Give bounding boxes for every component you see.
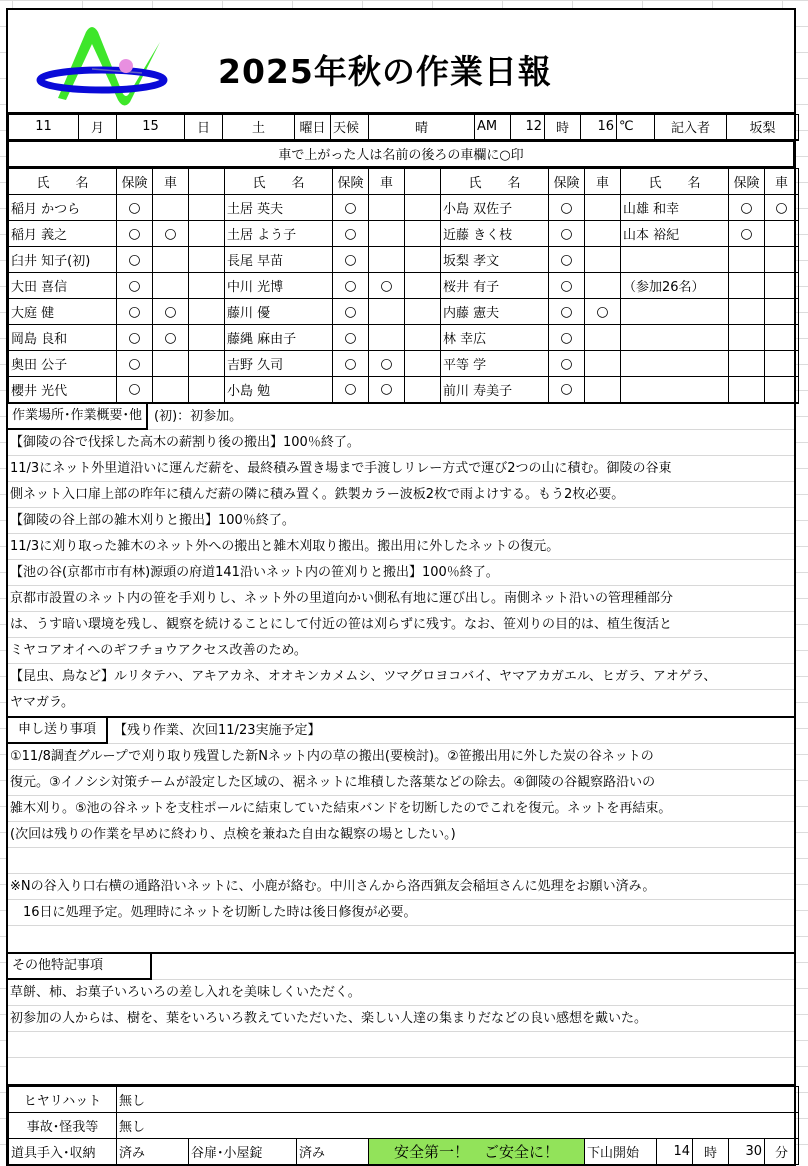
participant-name[interactable]: 前川 寿美子	[441, 377, 549, 403]
work-text-line: は、うす暗い環境を残し、観察を続けることにして付近の笹は刈らずに残す。なお、笹刈りの目的は、植生復活と	[8, 612, 794, 638]
near-miss-label: ヒヤリハット	[9, 1086, 117, 1112]
work-text-line: 【池の谷(京都市市有林)源頭の府道141沿いネット内の笹刈りと搬出】100％終了。	[8, 560, 794, 586]
hour-label: 時	[545, 115, 581, 140]
participant-name[interactable]: 土居 英夫	[225, 195, 333, 221]
insurance-mark[interactable]: ○	[549, 299, 585, 325]
roster-row	[9, 273, 799, 299]
insurance-mark[interactable]: ○	[117, 273, 153, 299]
recorder-value[interactable]: 坂梨	[727, 115, 799, 140]
day-value[interactable]: 15	[117, 115, 185, 140]
insurance-mark[interactable]: ○	[549, 351, 585, 377]
insurance-mark[interactable]: ○	[333, 377, 369, 403]
roster-row	[9, 351, 799, 377]
insurance-mark[interactable]: ○	[117, 195, 153, 221]
insurance-mark[interactable]: ○	[549, 273, 585, 299]
work-text-line: 【昆虫、鳥など】ルリタテハ、アキアカネ、オオキンカメムシ、ツマグロヨコバイ、ヤマアカガエル、ヒガラ、アオゲラ、	[8, 664, 794, 690]
participant-name[interactable]: 長尾 早苗	[225, 247, 333, 273]
insurance-mark[interactable]: ○	[549, 325, 585, 351]
weather-label: 天候	[331, 115, 369, 140]
car-mark[interactable]	[585, 247, 621, 273]
roster-row	[9, 247, 799, 273]
work-text-line: 【御陵の谷上部の雑木刈りと搬出】100％終了。	[8, 508, 794, 534]
logo-green-mark	[58, 27, 160, 106]
participant-name[interactable]: 大庭 健	[9, 299, 117, 325]
car-mark[interactable]	[765, 273, 799, 299]
car-notice-row	[8, 141, 794, 169]
participant-name[interactable]: 平等 学	[441, 351, 549, 377]
ampm-value[interactable]: AM	[475, 115, 511, 140]
handover-text-line	[8, 848, 794, 874]
participant-name[interactable]	[621, 299, 729, 325]
participant-name[interactable]: 櫻井 光代	[9, 377, 117, 403]
work-summary-label: 作業場所･作業概要･他	[8, 404, 148, 430]
safety-banner: 安全第一！ ご安全に！	[369, 1138, 585, 1164]
spacer-cell	[189, 247, 225, 273]
car-mark[interactable]: ○	[585, 299, 621, 325]
roster-row	[9, 299, 799, 325]
roster-row	[9, 221, 799, 247]
spacer-cell	[405, 351, 441, 377]
insurance-mark[interactable]: ○	[117, 221, 153, 247]
work-text-line: 京都市設置のネット内の笹を手刈りし、ネット外の里道向かい側私有地に運び出し。南側ネット沿いの管理種部分	[8, 586, 794, 612]
car-mark[interactable]	[153, 377, 189, 403]
insurance-mark[interactable]: ○	[333, 325, 369, 351]
car-mark[interactable]	[369, 221, 405, 247]
insurance-mark[interactable]: ○	[333, 195, 369, 221]
participant-name[interactable]: 藤縄 麻由子	[225, 325, 333, 351]
handover-text-line: ①11/8調査グループで刈り取り残置した新Nネット内の草の搬出(要検討)。②笹搬出用に外した炭の谷ネットの	[8, 744, 794, 770]
handover-text-line: 雑木刈り。⑤池の谷ネットを支柱ポールに結束していた結束バンドを切断したのでこれを復元。ネットを再結束。	[8, 796, 794, 822]
spacer-cell	[189, 299, 225, 325]
car-mark[interactable]	[585, 195, 621, 221]
page-title: 2025年秋の作業日報	[218, 52, 552, 91]
car-mark[interactable]: ○	[369, 377, 405, 403]
participant-name[interactable]	[621, 247, 729, 273]
name-header: 氏 名	[9, 169, 117, 195]
month-value[interactable]: 11	[9, 115, 79, 140]
participant-name[interactable]: 臼井 知子(初)	[9, 247, 117, 273]
car-mark[interactable]: ○	[153, 221, 189, 247]
participant-name[interactable]: （参加26名）	[621, 273, 729, 299]
participant-name[interactable]: 小島 勉	[225, 377, 333, 403]
car-mark[interactable]: ○	[153, 299, 189, 325]
descent-label: 下山開始	[585, 1138, 657, 1164]
temperature-unit: ℃	[617, 115, 655, 140]
car-mark[interactable]	[765, 377, 799, 403]
car-mark[interactable]	[765, 351, 799, 377]
near-miss-value[interactable]: 無し	[117, 1086, 799, 1112]
handover-text-line: (次回は残りの作業を早めに終わり、点検を兼ねた自由な観察の場としたい。)	[8, 822, 794, 848]
day-label: 日	[185, 115, 223, 140]
other-text-line: 初参加の人からは、樹を、葉をいろいろ教えていただいた、楽しい人達の集まりだなどの良い感想を戴いた。	[8, 1006, 794, 1032]
car-mark[interactable]	[369, 325, 405, 351]
car-mark[interactable]	[765, 247, 799, 273]
date-weather-row	[8, 114, 799, 141]
participant-name[interactable]: 稲月 かつら	[9, 195, 117, 221]
safety-footer	[8, 1086, 799, 1165]
descent-minute[interactable]: 30	[729, 1138, 765, 1164]
insurance-mark[interactable]: ○	[549, 221, 585, 247]
logo-ring	[40, 70, 164, 90]
spacer-cell	[405, 221, 441, 247]
spacer-cell	[405, 273, 441, 299]
participant-name[interactable]: 山本 裕紀	[621, 221, 729, 247]
handover-section	[8, 718, 794, 954]
spacer-cell	[405, 325, 441, 351]
participant-name[interactable]: 大田 喜信	[9, 273, 117, 299]
work-summary-section	[8, 404, 794, 718]
handover-label: 申し送り事項	[8, 718, 108, 744]
car-mark[interactable]	[585, 273, 621, 299]
gate-lock-value[interactable]: 済み	[297, 1138, 369, 1164]
car-mark[interactable]: ○	[765, 195, 799, 221]
participant-roster	[8, 168, 799, 404]
insurance-mark[interactable]: ○	[333, 351, 369, 377]
participant-name[interactable]: 坂梨 孝文	[441, 247, 549, 273]
car-header: 車	[369, 169, 405, 195]
weekday-label: 曜日	[295, 115, 331, 140]
month-label: 月	[79, 115, 117, 140]
car-mark[interactable]	[765, 299, 799, 325]
spacer-cell	[189, 195, 225, 221]
roster-row	[9, 325, 799, 351]
car-mark[interactable]	[765, 221, 799, 247]
insurance-mark[interactable]	[729, 325, 765, 351]
other-notes-section	[8, 954, 794, 1086]
daily-report-sheet	[6, 8, 796, 1166]
insurance-mark[interactable]: ○	[333, 247, 369, 273]
participant-name[interactable]: 岡島 良和	[9, 325, 117, 351]
spacer-cell	[189, 273, 225, 299]
insurance-mark[interactable]	[729, 377, 765, 403]
insurance-mark[interactable]	[729, 273, 765, 299]
car-mark[interactable]	[369, 247, 405, 273]
spacer-cell	[405, 247, 441, 273]
handover-text-line: 16日に処理予定。処理時にネットを切断した時は後日修復が必要。	[8, 900, 794, 926]
insurance-mark[interactable]: ○	[117, 325, 153, 351]
work-text-line: 側ネット入口扉上部の昨年に積んだ薪の隣に積み置く。鉄製カラー波板2枚で雨よけする。もう2枚必要。	[8, 482, 794, 508]
gate-lock-label: 谷扉･小屋錠	[189, 1138, 297, 1164]
handover-text-line: ※Nの谷入り口右横の通路沿いネットに、小鹿が絡む。中川さんから洛西猟友会稲垣さんに処理をお願い済み。	[8, 874, 794, 900]
insurance-mark[interactable]: ○	[549, 195, 585, 221]
insurance-mark[interactable]: ○	[117, 377, 153, 403]
insurance-mark[interactable]: ○	[117, 299, 153, 325]
car-mark[interactable]	[369, 195, 405, 221]
work-text-line: 11/3にネット外里道沿いに運んだ薪を、最終積み置き場まで手渡しリレー方式で運び2つの山に積む。御陵の谷東	[8, 456, 794, 482]
weather-value[interactable]: 晴	[369, 115, 475, 140]
car-notice: 車で上がった人は名前の後ろの車欄に○印	[9, 141, 794, 167]
recorder-label: 記入者	[655, 115, 727, 140]
spacer-cell	[405, 169, 441, 195]
car-mark[interactable]	[765, 325, 799, 351]
participant-name[interactable]: 山雄 和幸	[621, 195, 729, 221]
spacer-cell	[189, 325, 225, 351]
handover-text-line	[8, 926, 794, 952]
insurance-header: 保険	[333, 169, 369, 195]
roster-row	[9, 195, 799, 221]
participant-name[interactable]: 小島 双佐子	[441, 195, 549, 221]
participant-name[interactable]	[621, 351, 729, 377]
car-mark[interactable]	[153, 273, 189, 299]
insurance-mark[interactable]: ○	[117, 247, 153, 273]
spacer-cell	[405, 377, 441, 403]
car-mark[interactable]	[585, 351, 621, 377]
participant-name[interactable]: 近藤 きく枝	[441, 221, 549, 247]
insurance-mark[interactable]: ○	[333, 299, 369, 325]
insurance-mark[interactable]: ○	[333, 273, 369, 299]
insurance-mark[interactable]: ○	[729, 195, 765, 221]
descent-minute-label: 分	[765, 1138, 799, 1164]
work-text-line: 11/3に刈り取った雑木のネット外への搬出と雑木刈取り搬出。搬出用に外したネットの復元。	[8, 534, 794, 560]
car-mark[interactable]: ○	[153, 325, 189, 351]
spacer-cell	[189, 221, 225, 247]
car-mark[interactable]	[153, 195, 189, 221]
name-header: 氏 名	[621, 169, 729, 195]
report-header	[8, 10, 794, 114]
insurance-header: 保険	[549, 169, 585, 195]
insurance-mark[interactable]	[729, 351, 765, 377]
car-mark[interactable]: ○	[369, 351, 405, 377]
participant-name[interactable]: 吉野 久司	[225, 351, 333, 377]
other-text-line	[8, 1032, 794, 1058]
tools-label: 道具手入･収納	[9, 1138, 117, 1164]
participant-name[interactable]	[621, 377, 729, 403]
spacer-cell	[405, 195, 441, 221]
insurance-mark[interactable]	[729, 247, 765, 273]
work-text-line: 【御陵の谷で伐採した高木の薪割り後の搬出】100％終了。	[8, 430, 794, 456]
accident-label: 事故･怪我等	[9, 1112, 117, 1138]
car-mark[interactable]	[585, 221, 621, 247]
descent-hour-label: 時	[693, 1138, 729, 1164]
participant-name[interactable]	[621, 325, 729, 351]
other-notes-label: その他特記事項	[8, 954, 152, 980]
insurance-mark[interactable]	[729, 299, 765, 325]
temperature-value[interactable]: 16	[581, 115, 617, 140]
car-mark[interactable]	[585, 377, 621, 403]
insurance-mark[interactable]: ○	[729, 221, 765, 247]
tools-value[interactable]: 済み	[117, 1138, 189, 1164]
work-summary-note: (初)：初参加。	[154, 408, 243, 424]
insurance-mark[interactable]: ○	[549, 377, 585, 403]
car-mark[interactable]	[153, 247, 189, 273]
insurance-header: 保険	[117, 169, 153, 195]
handover-note: 【残り作業、次回11/23実施予定】	[114, 722, 321, 738]
participant-name[interactable]: 桜井 有子	[441, 273, 549, 299]
insurance-mark[interactable]: ○	[549, 247, 585, 273]
car-header: 車	[585, 169, 621, 195]
name-header: 氏 名	[225, 169, 333, 195]
other-text-line: 草餅、柿、お菓子いろいろの差し入れを美味しくいただく。	[8, 980, 794, 1006]
participant-name[interactable]: 内藤 憲夫	[441, 299, 549, 325]
car-header: 車	[153, 169, 189, 195]
insurance-mark[interactable]: ○	[117, 351, 153, 377]
spacer-cell	[405, 299, 441, 325]
spacer-cell	[189, 169, 225, 195]
participant-name[interactable]: 土居 よう子	[225, 221, 333, 247]
name-header: 氏 名	[441, 169, 549, 195]
participant-name[interactable]: 中川 光博	[225, 273, 333, 299]
hour-value[interactable]: 12	[511, 115, 545, 140]
car-mark[interactable]	[369, 299, 405, 325]
handover-text-line: 復元。③イノシシ対策チームが設定した区域の、裾ネットに堆積した落葉などの除去。④御陵の谷観察路沿いの	[8, 770, 794, 796]
car-header: 車	[765, 169, 799, 195]
spacer-cell	[189, 377, 225, 403]
accident-value[interactable]: 無し	[117, 1112, 799, 1138]
insurance-header: 保険	[729, 169, 765, 195]
weekday-value[interactable]: 土	[223, 115, 295, 140]
descent-hour[interactable]: 14	[657, 1138, 693, 1164]
logo-dot	[119, 59, 133, 73]
car-mark[interactable]: ○	[369, 273, 405, 299]
work-text-line: ヤマガラ。	[10, 694, 74, 710]
other-text-line	[8, 1058, 794, 1084]
participant-name[interactable]: 林 幸広	[441, 325, 549, 351]
work-text-line: ミヤコアオイへのギフチョウアクセス改善のため。	[8, 638, 794, 664]
participant-name[interactable]: 奥田 公子	[9, 351, 117, 377]
participant-name[interactable]: 稲月 義之	[9, 221, 117, 247]
insurance-mark[interactable]: ○	[333, 221, 369, 247]
car-mark[interactable]	[585, 325, 621, 351]
roster-header-row	[9, 169, 799, 195]
organization-logo	[30, 18, 170, 106]
roster-row	[9, 377, 799, 403]
participant-name[interactable]: 藤川 優	[225, 299, 333, 325]
car-mark[interactable]	[153, 351, 189, 377]
spacer-cell	[189, 351, 225, 377]
